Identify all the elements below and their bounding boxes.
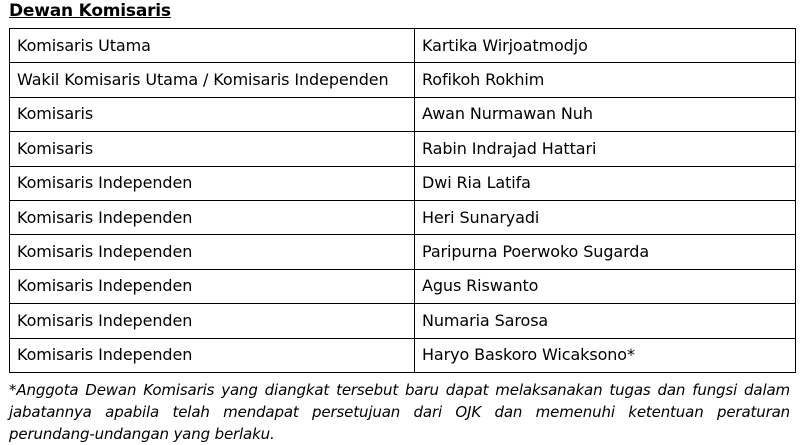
table-row — [10, 132, 796, 166]
name-cell: Rabin Indrajad Hattari — [415, 132, 796, 166]
name-cell: Numaria Sarosa — [415, 304, 796, 338]
position-cell: Komisaris Independen — [10, 166, 415, 200]
name-cell: Kartika Wirjoatmodjo — [415, 29, 796, 63]
position-cell: Komisaris Independen — [10, 304, 415, 338]
table-row — [10, 235, 796, 269]
name-cell: Rofikoh Rokhim — [415, 63, 796, 97]
table-row — [10, 269, 796, 303]
name-cell: Awan Nurmawan Nuh — [415, 97, 796, 131]
table-row — [10, 29, 796, 63]
position-cell: Komisaris Independen — [10, 235, 415, 269]
position-cell: Komisaris Utama — [10, 29, 415, 63]
footnote: *Anggota Dewan Komisaris yang diangkat tersebut baru dapat melaksanakan tugas dan fungsi dalam jabatannya apabila telah mendapat persetujuan dari OJK dan memenuhi ketentuan peraturan perundang-undangan yang berlaku. — [9, 381, 790, 443]
table-row — [10, 97, 796, 131]
table-row — [10, 338, 796, 372]
board-of-commissioners-table — [9, 28, 796, 373]
table-row — [10, 200, 796, 234]
name-cell: Haryo Baskoro Wicaksono* — [415, 338, 796, 372]
position-cell: Komisaris — [10, 97, 415, 131]
name-cell: Heri Sunaryadi — [415, 200, 796, 234]
position-cell: Komisaris Independen — [10, 269, 415, 303]
name-cell: Agus Riswanto — [415, 269, 796, 303]
name-cell: Paripurna Poerwoko Sugarda — [415, 235, 796, 269]
table-row — [10, 63, 796, 97]
position-cell: Komisaris Independen — [10, 200, 415, 234]
position-cell: Komisaris Independen — [10, 338, 415, 372]
table-row — [10, 304, 796, 338]
table-row — [10, 166, 796, 200]
position-cell: Wakil Komisaris Utama / Komisaris Independen — [10, 63, 415, 97]
name-cell: Dwi Ria Latifa — [415, 166, 796, 200]
position-cell: Komisaris — [10, 132, 415, 166]
section-title: Dewan Komisaris — [9, 1, 171, 21]
